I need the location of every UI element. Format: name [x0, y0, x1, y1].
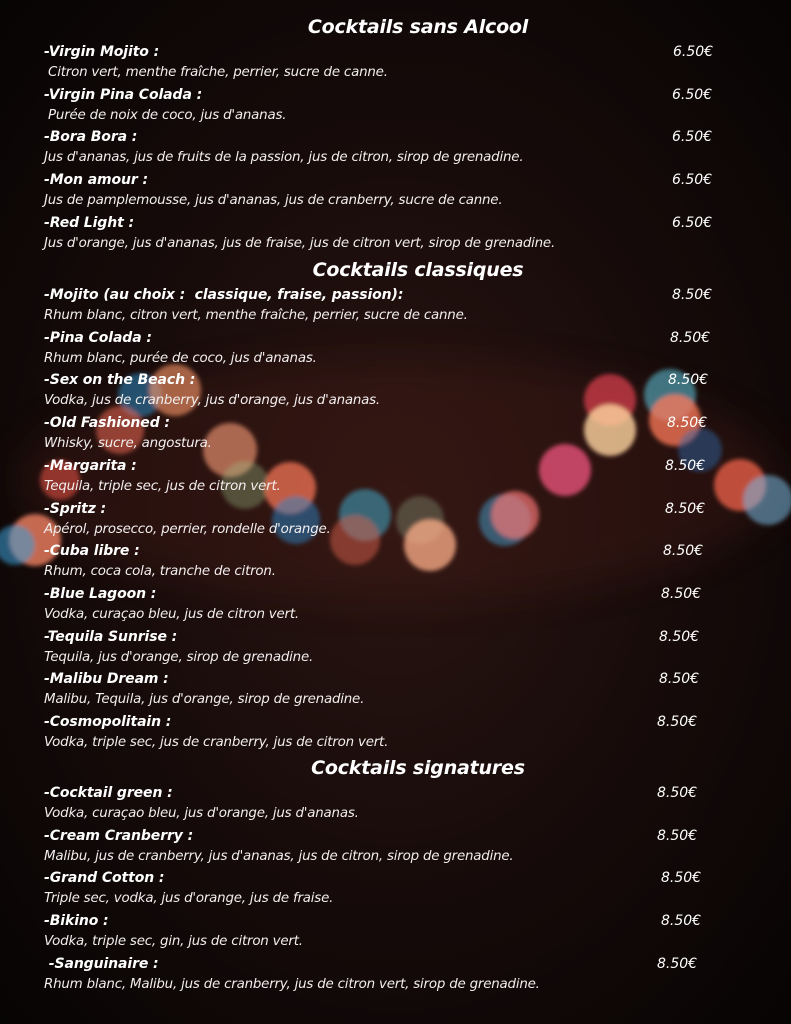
item-name: -Blue Lagoon :: [44, 585, 157, 602]
item-price: 6.50€: [672, 129, 713, 146]
item-price: 8.50€: [659, 628, 700, 645]
menu-item: [44, 627, 764, 668]
item-description: Apérol, prosecco, perrier, rondelle d'orange.: [44, 521, 331, 537]
item-name: -Tequila Sunrise :: [44, 628, 178, 645]
item-description: Jus d'ananas, jus de fruits de la passion, jus de citron, sirop de grenadine.: [44, 150, 524, 166]
item-price: 8.50€: [657, 714, 698, 730]
item-description: Rhum blanc, purée de coco, jus d'ananas.: [44, 350, 317, 366]
item-name: -Spritz :: [44, 500, 107, 517]
menu-item: [44, 584, 764, 625]
item-description: Rhum, coca cola, tranche de citron.: [44, 564, 276, 580]
item-name: -Cream Cranberry :: [44, 827, 194, 844]
menu-item: [44, 712, 764, 753]
menu-item: [44, 669, 764, 710]
menu-item: [44, 868, 764, 909]
item-name: -Cuba libre :: [44, 543, 140, 560]
item-name: -Sex on the Beach :: [44, 372, 196, 389]
section-title: Cocktails signatures: [311, 757, 525, 779]
item-description: Vodka, triple sec, gin, jus de citron vert.: [44, 934, 303, 950]
menu-item: [44, 328, 764, 369]
menu-item: [44, 499, 764, 540]
item-price: 6.50€: [672, 214, 713, 231]
menu-item: [44, 783, 764, 824]
item-description: Rhum blanc, citron vert, menthe fraîche, perrier, sucre de canne.: [44, 308, 468, 323]
item-description: Tequila, jus d'orange, sirop de grenadine.: [44, 649, 314, 665]
item-price: 8.50€: [661, 913, 702, 930]
item-price: 8.50€: [659, 671, 700, 688]
item-price: 8.50€: [657, 785, 698, 801]
item-name: -Pina Colada :: [44, 329, 152, 346]
item-name: -Old Fashioned :: [44, 415, 170, 432]
item-description: Rhum blanc, Malibu, jus de cranberry, jus de citron vert, sirop de grenadine.: [44, 976, 540, 992]
menu-item: [44, 213, 764, 254]
menu-item: [44, 456, 764, 497]
item-price: 8.50€: [657, 955, 698, 972]
item-name: -Mon amour :: [44, 172, 148, 189]
item-price: 6.50€: [672, 86, 713, 103]
item-name: -Margarita :: [44, 457, 137, 474]
menu-item: [44, 285, 764, 326]
item-description: Jus de pamplemousse, jus d'ananas, jus de cranberry, sucre de canne.: [44, 193, 503, 209]
item-price: 8.50€: [657, 827, 698, 844]
item-description: Tequila, triple sec, jus de citron vert.: [44, 478, 281, 494]
item-description: Malibu, jus de cranberry, jus d'ananas, jus de citron, sirop de grenadine.: [44, 848, 514, 864]
item-price: 6.50€: [672, 172, 713, 189]
item-name: -Mojito (au choix : classique, fraise, passion):: [44, 287, 404, 303]
section-title: Cocktails classiques: [312, 259, 524, 281]
menu-item: [44, 370, 764, 411]
menu-item: [44, 170, 764, 211]
item-name: -Grand Cotton :: [44, 870, 165, 887]
item-name: -Sanguinaire :: [44, 955, 159, 972]
item-description: Malibu, Tequila, jus d'orange, sirop de grenadine.: [44, 692, 365, 708]
item-price: 8.50€: [667, 415, 708, 432]
menu-item: [44, 954, 764, 995]
menu-item: [44, 911, 764, 952]
item-price: 8.50€: [665, 500, 706, 517]
menu-item: [44, 42, 764, 83]
item-price: 8.50€: [672, 287, 713, 303]
item-name: -Bikino :: [44, 913, 109, 930]
menu-item: [44, 826, 764, 867]
item-name: -Red Light :: [44, 214, 134, 231]
item-price: 8.50€: [665, 457, 706, 474]
item-name: -Cocktail green :: [44, 785, 173, 801]
item-description: Vodka, jus de cranberry, jus d'orange, jus d'ananas.: [44, 393, 380, 409]
item-description: Whisky, sucre, angostura.: [44, 436, 212, 452]
item-description: Purée de noix de coco, jus d'ananas.: [44, 107, 287, 123]
item-price: 8.50€: [670, 329, 711, 346]
item-description: Triple sec, vodka, jus d'orange, jus de fraise.: [44, 891, 334, 907]
item-name: -Bora Bora :: [44, 129, 138, 146]
item-description: Jus d'orange, jus d'ananas, jus de fraise, jus de citron vert, sirop de grenadine.: [44, 235, 556, 251]
menu-item: [44, 127, 764, 168]
section-title: Cocktails sans Alcool: [307, 16, 529, 38]
item-name: -Virgin Mojito :: [44, 44, 160, 60]
item-price: 8.50€: [661, 585, 702, 602]
menu-item: [44, 413, 764, 454]
menu-item: [44, 85, 764, 126]
item-price: 8.50€: [663, 543, 704, 560]
item-description: Citron vert, menthe fraîche, perrier, sucre de canne.: [44, 65, 388, 80]
item-price: 8.50€: [661, 870, 702, 887]
item-price: 8.50€: [668, 372, 709, 389]
item-name: -Malibu Dream :: [44, 671, 169, 688]
item-name: -Cosmopolitain :: [44, 714, 172, 730]
item-description: Vodka, triple sec, jus de cranberry, jus de citron vert.: [44, 735, 389, 750]
menu-item: [44, 541, 764, 582]
item-description: Vodka, curaçao bleu, jus d'orange, jus d'ananas.: [44, 806, 359, 821]
item-description: Vodka, curaçao bleu, jus de citron vert.: [44, 606, 299, 622]
item-price: 6.50€: [673, 44, 714, 60]
item-name: -Virgin Pina Colada :: [44, 86, 203, 103]
